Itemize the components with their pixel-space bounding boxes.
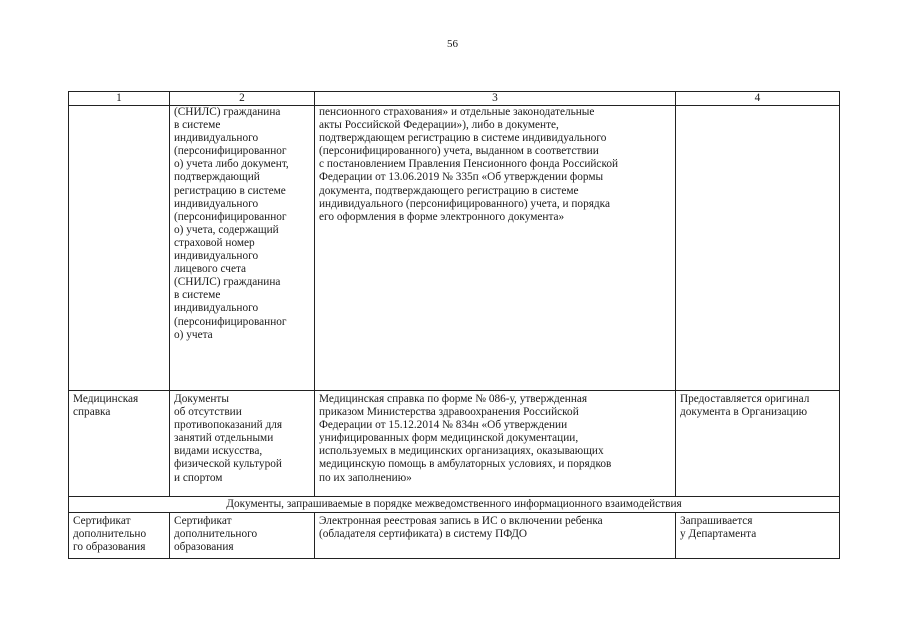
table-cell: Медицинская справка [69,391,170,497]
header-cell: 4 [676,92,840,106]
table-row [69,106,840,391]
table-cell: Медицинская справка по форме № 086-у, утвержденная приказом Министерства здравоохранения Российской Федерации от 15.12.2014 № 834н «Об утверждении унифицированных форм медицинской документации, используемых в медицинских организациях, оказывающих медицинскую помощь в амбулаторных условиях, и порядков по их заполнению» [315,391,676,497]
header-cell: 3 [315,92,676,106]
document-table [68,91,840,559]
table-cell: (СНИЛС) гражданина в системе индивидуального (персонифицированног о) учета либо документ, подтверждающий регистрацию в системе индивидуального (персонифицированног о) учета, содержащий страховой номер индивидуального лицевого счета (СНИЛС) гражданина в системе индивидуального (персонифицированног о) учета [170,106,315,391]
header-cell: 2 [170,92,315,106]
table-cell: Запрашивается у Департамента [676,513,840,559]
table-cell: Предоставляется оригинал документа в Организацию [676,391,840,497]
header-cell: 1 [69,92,170,106]
section-row [69,497,840,513]
table-row [69,513,840,559]
table-cell [676,106,840,391]
table-header-row [69,92,840,106]
table-row [69,391,840,497]
table-cell: Электронная реестровая запись в ИС о включении ребенка (обладателя сертификата) в систему ПФДО [315,513,676,559]
page-number: 56 [447,38,458,50]
table-cell: пенсионного страхования» и отдельные законодательные акты Российской Федерации»), либо в документе, подтверждающем регистрацию в системе индивидуального (персонифицированного) учета, выданном в соответствии с постановлением Правления Пенсионного фонда Российской Федерации от 13.06.2019 № 335п «Об утверждении формы документа, подтверждающего регистрацию в системе индивидуального (персонифицированного) учета, и порядка его оформления в форме электронного документа» [315,106,676,391]
section-title: Документы, запрашиваемые в порядке межведомственного информационного взаимодействия [69,497,840,513]
table-cell: Сертификат дополнительно го образования [69,513,170,559]
table-cell: Сертификат дополнительного образования [170,513,315,559]
table-cell: Документы об отсутствии противопоказаний для занятий отдельными видами искусства, физической культурой и спортом [170,391,315,497]
table-cell [69,106,170,391]
